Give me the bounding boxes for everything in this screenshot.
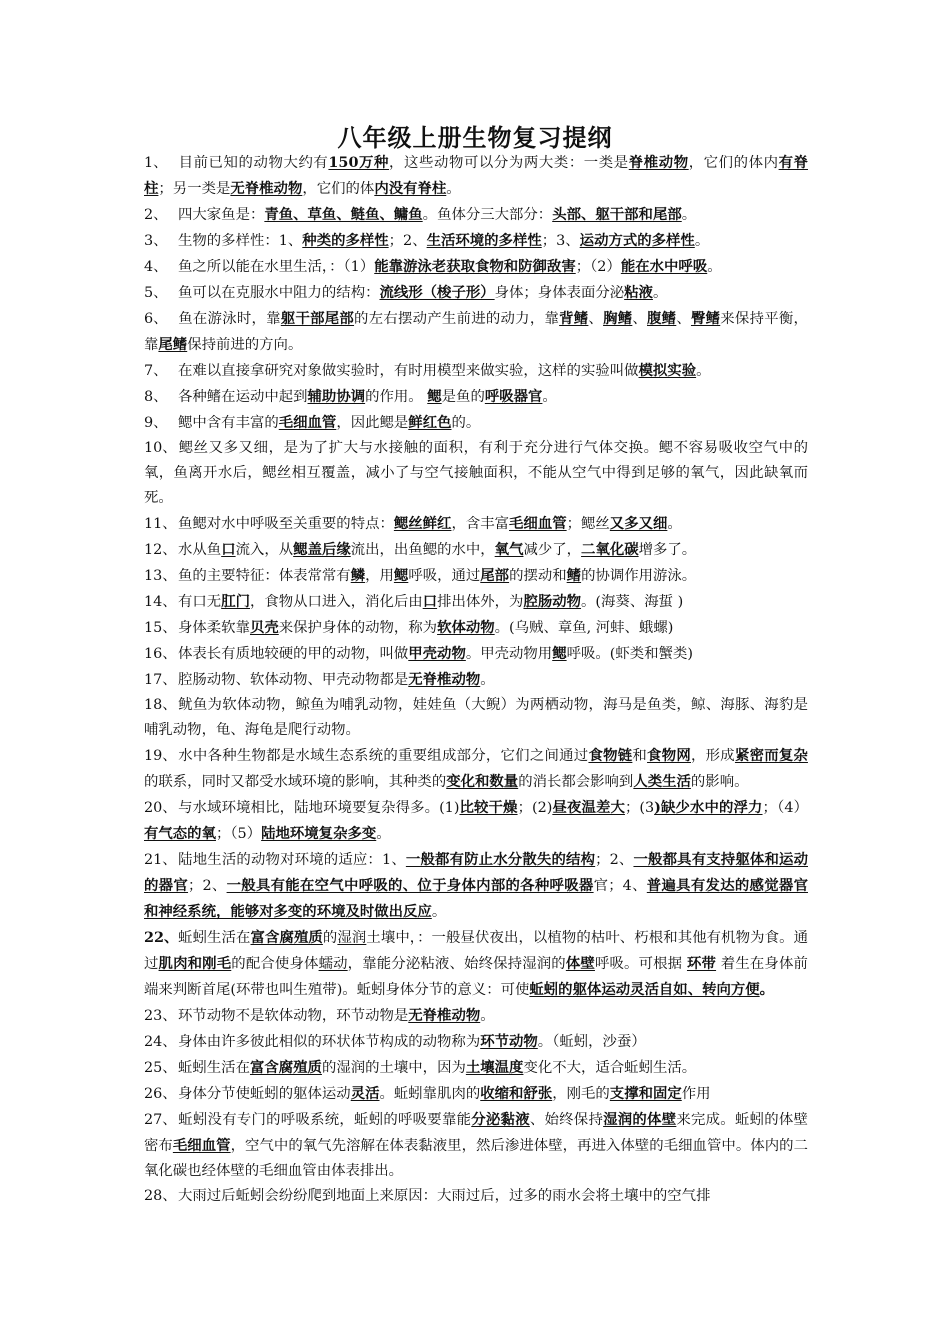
item-text: 鱿鱼为软体动物，鲸鱼为哺乳动物，娃娃鱼（大鲵）为两栖动物，海马是鱼类，鲸、海豚、海豹是哺乳动物，龟、海龟是爬行动物。 (144, 697, 808, 738)
key-term: 比较干燥 (459, 799, 518, 816)
key-term: 昼夜温差大 (552, 799, 625, 816)
key-term: 生活环境的多样性 (426, 232, 542, 249)
key-term: 一般都有防止水分散失的结构 (405, 851, 596, 868)
item-text: 各种鳍在运动中起到 (178, 389, 308, 405)
outline-item (144, 1055, 808, 1081)
key-term: 肌肉和刚毛 (158, 955, 232, 972)
item-text: ，形成 (691, 748, 735, 764)
outline-item (144, 358, 808, 384)
item-text: 流出，出鱼鳃的水中， (350, 542, 495, 558)
outline-item (144, 537, 808, 563)
key-term: 湿润的体壁 (603, 1111, 677, 1128)
item-text: 土壤中，：一般昼伏夜出，以植物的枯叶、朽根和其他有机物为食。通过 (144, 930, 808, 972)
key-term: 辅助协调 (307, 388, 366, 405)
item-text: 。 (446, 181, 461, 197)
item-number: 1、 (144, 155, 168, 171)
item-text: ；另一类是 (158, 181, 231, 197)
outline-item (144, 228, 808, 254)
item-number: 10、 (144, 440, 177, 456)
item-text: 。 (759, 981, 775, 998)
key-term: 鳞 (350, 567, 366, 584)
item-number: 15、 (144, 620, 177, 636)
item-text: 。蚯蚓靠肌肉的 (379, 1086, 481, 1102)
item-text: 和 (632, 748, 648, 764)
item-text: 身体分节使蚯蚓的躯体运动 (178, 1086, 351, 1102)
key-term: 头部、躯干部和尾部 (552, 206, 682, 223)
item-number: 13、 (144, 568, 177, 584)
key-term: 模拟实验 (638, 362, 697, 379)
key-term: 口 (422, 593, 438, 610)
item-text: 排出体外，为 (437, 594, 524, 610)
key-term: 胸鳍 (603, 310, 633, 327)
underlined-text: 湿润 (337, 930, 367, 946)
key-term: 青鱼、草鱼、鲢鱼、鳙鱼 (264, 206, 423, 223)
item-text: ；2、 (388, 233, 427, 249)
key-term: 腹鳍 (647, 310, 677, 327)
item-text: 蚯蚓生活在 (178, 930, 251, 946)
key-term: 内没有脊柱 (374, 180, 447, 197)
item-number: 23、 (144, 1008, 177, 1024)
item-text: 有口无 (178, 594, 222, 610)
outline-item (144, 847, 808, 925)
item-text: 、始终保持 (529, 1112, 604, 1128)
item-text: ，这些动物可以分为两大类：一类是 (389, 155, 629, 171)
item-text: 保持前进的方向。 (187, 337, 303, 353)
item-text: 鱼的主要特征：体表常常有 (178, 568, 351, 584)
item-text: 。 (431, 904, 447, 920)
item-text: 。(乌贼、章鱼, 河蚌、蛾螺) (494, 620, 674, 636)
item-text: 增多了。 (638, 542, 697, 558)
item-text: 呼吸，通过 (408, 568, 481, 584)
key-term: 体壁 (565, 955, 595, 972)
item-number: 4、 (144, 259, 168, 275)
item-text: 的影响。 (690, 774, 749, 790)
outline-item (144, 254, 808, 280)
item-text: ，靠能分泌粘液、始终保持湿润的 (347, 956, 566, 972)
outline-item (144, 1184, 808, 1209)
outline-item (144, 1029, 808, 1055)
key-term: 躯干部尾部 (280, 310, 355, 327)
item-text: 环节动物不是软体动物，环节动物是 (178, 1008, 409, 1024)
item-number: 20、 (144, 800, 177, 816)
key-term: 富含腐殖质 (250, 929, 323, 946)
item-text: ，刚毛的 (552, 1086, 610, 1102)
outline-item (144, 743, 808, 795)
key-term: 口 (221, 541, 236, 558)
item-text: 。 (667, 516, 682, 532)
item-text: 的。 (451, 415, 481, 431)
outline-item (144, 1081, 808, 1107)
item-text: ；(2) (517, 800, 553, 816)
item-text: 呼吸。(虾类和蟹类) (566, 646, 693, 662)
item-text: ，它们的体内 (688, 155, 779, 171)
item-text: 鱼之所以能在水里生活，：（1） (178, 259, 375, 275)
key-term: 紧密而复杂 (734, 747, 808, 764)
outline-item (144, 202, 808, 228)
key-term: 毛细血管 (509, 515, 567, 532)
key-term: 鳃盖后缘 (293, 541, 351, 558)
item-text: 减少了， (523, 542, 582, 558)
key-term: 有脊柱 (144, 154, 808, 197)
item-text: ，空气中的氧气先溶解在体表黏液里，然后渗进体壁，再进入体壁的毛细血管中。体内的二氧化碳也经体壁的毛细血管由体表排出。 (144, 1138, 808, 1179)
item-number: 6、 (144, 311, 168, 327)
item-text: 。（蚯蚓，沙蚕） (537, 1034, 646, 1050)
item-text: 。鱼体分三大部分： (422, 207, 553, 223)
key-term: 能在水中呼吸 (620, 258, 708, 275)
item-number: 28、 (144, 1188, 177, 1204)
key-term: 呼吸器官 (484, 388, 543, 405)
item-text: 是鱼的 (441, 389, 485, 405)
item-text: 大雨过后蚯蚓会纷纷爬到地面上来原因：大雨过后，过多的雨水会将土壤中的空气排 (178, 1188, 711, 1204)
item-text: 来保持平衡，靠 (144, 311, 808, 353)
item-number: 16、 (144, 646, 177, 662)
item-text: ；（5） (215, 826, 262, 842)
item-text: 四大家鱼是： (178, 207, 265, 223)
item-number: 3、 (144, 233, 168, 249)
item-text: 水从鱼 (178, 542, 222, 558)
key-term: 灵活 (350, 1085, 380, 1102)
item-number: 19、 (144, 748, 177, 764)
item-text: 腔肠动物、软体动物、甲壳动物都是 (178, 672, 409, 688)
item-text: 。 (696, 363, 711, 379)
item-text: 的协调作用游泳。 (581, 568, 697, 584)
key-term: 一般都具有支持躯体和运动的器官 (144, 851, 808, 894)
key-term: 背鳍 (559, 310, 589, 327)
key-term: 腔肠动物 (523, 593, 582, 610)
item-text: 的消长都会影响到 (518, 774, 634, 790)
item-text: 鱼可以在克服水中阻力的结构： (178, 285, 380, 301)
key-term: 贝壳 (249, 619, 279, 636)
outline-item (144, 150, 808, 202)
item-text: 身体柔软靠 (178, 620, 250, 636)
item-number: 11、 (144, 516, 177, 532)
item-text: 生物的多样性：1、 (178, 233, 303, 249)
key-term: 脊椎动物 (628, 154, 689, 171)
key-term: 又多又细 (609, 515, 668, 532)
item-text: 来保护身体的动物，称为 (278, 620, 438, 636)
underlined-text: 蠕动 (318, 956, 348, 972)
key-term: 鳃 (552, 645, 567, 662)
outline-item (144, 1003, 808, 1029)
item-text: 与水域环境相比，陆地环境要复杂得多。(1) (178, 800, 460, 816)
key-term: 一般具有能在空气中呼吸的、位于身体内部的各种呼吸器 (226, 877, 594, 894)
item-text: 的作用。 (365, 389, 428, 405)
document-title: 八年级上册生物复习提纲 (337, 123, 613, 152)
outline-item (144, 615, 808, 641)
item-text: 。 (681, 207, 697, 223)
item-text: 的摆动和 (509, 568, 567, 584)
key-term: 分泌黏液 (471, 1111, 530, 1128)
item-number: 18、 (144, 697, 177, 713)
item-number: 22、 (144, 929, 179, 946)
key-term: 无脊椎动物 (408, 1007, 481, 1024)
key-term: 富含腐殖质 (249, 1059, 322, 1076)
outline-item (144, 384, 808, 410)
key-term: 能靠游泳老获取食物和防御敌害 (374, 258, 576, 275)
key-term: 环带 (686, 955, 717, 972)
key-term: 支撑和固定 (609, 1085, 682, 1102)
item-text: 的湿润的土壤中，因为 (321, 1060, 466, 1076)
item-number: 2、 (144, 207, 168, 223)
key-term: 尾鳍 (158, 336, 188, 353)
key-term: 环节动物 (480, 1033, 538, 1050)
key-term: 无脊椎动物 (408, 671, 481, 688)
item-text: ；（2） (575, 259, 621, 275)
item-text: 陆地生活的动物对环境的适应：1、 (178, 852, 406, 868)
item-text: 。 (480, 672, 495, 688)
key-term: 150万种 (328, 154, 390, 171)
key-term: 鳃 (427, 388, 442, 405)
outline-item (144, 306, 808, 358)
outline-item (144, 280, 808, 306)
outline-item (144, 641, 808, 667)
item-text: 。 (707, 259, 722, 275)
item-text: 鱼在游泳时，靠 (178, 311, 281, 327)
item-text: 官；4、 (593, 878, 647, 894)
key-term: 流线形（梭子形） (379, 284, 495, 301)
item-number: 26、 (144, 1086, 177, 1102)
item-text: 身体由许多彼此相似的环状体节构成的动物称为 (178, 1034, 481, 1050)
item-text: 在难以直接拿研究对象做实验时，有时用模型来做实验，这样的实验叫做 (178, 363, 639, 379)
key-term: 无脊椎动物 (230, 180, 303, 197)
item-number: 5、 (144, 285, 168, 301)
item-text: ，含丰富 (451, 516, 510, 532)
item-text: 、 (632, 311, 648, 327)
outline-item (144, 589, 808, 615)
key-term: 陆地环境复杂多变 (261, 825, 377, 842)
item-text: 体表长有质地较硬的甲的动物，叫做 (178, 646, 409, 662)
item-text: 流入，从 (235, 542, 294, 558)
item-number: 17、 (144, 672, 177, 688)
key-term: 二氧化碳 (581, 541, 639, 558)
item-text: 的左右摆动产生前进的动力，靠 (354, 311, 560, 327)
key-term: 甲壳动物 (408, 645, 466, 662)
key-term: 食物链 (588, 747, 633, 764)
item-number: 25、 (144, 1060, 177, 1076)
key-term: 臀鳍 (690, 310, 721, 327)
item-text: ；2、 (595, 852, 634, 868)
outline-item (144, 795, 808, 847)
item-text: 的联系，同时又都受水域环境的影响，其种类的 (144, 774, 447, 790)
key-term: 鳃 (393, 567, 409, 584)
item-number: 8、 (144, 389, 168, 405)
key-term: 运动方式的多样性 (579, 232, 695, 249)
key-term: 土壤温度 (465, 1059, 524, 1076)
outline-item (144, 436, 808, 511)
item-text: ；（4） (762, 800, 808, 816)
outline-item (144, 667, 808, 693)
outline-item (144, 925, 808, 1003)
key-term: )缺少水中的浮力 (654, 799, 763, 816)
item-text: 。甲壳动物用 (465, 646, 553, 662)
item-number: 14、 (144, 594, 177, 610)
key-term: 种类的多样性 (302, 232, 389, 249)
item-text: 鱼鳃对水中呼吸至关重要的特点： (178, 516, 394, 532)
key-term: 鳃丝鲜红 (393, 515, 452, 532)
key-term: 软体动物 (437, 619, 495, 636)
outline-item (144, 1107, 808, 1184)
key-term: 肛门 (221, 593, 250, 610)
key-term: 粘液 (624, 284, 653, 301)
item-text: 。 (694, 233, 710, 249)
item-text: 目前已知的动物大约有 (178, 155, 329, 171)
item-text: ；鳃丝 (566, 516, 610, 532)
item-number: 12、 (144, 542, 177, 558)
item-text: 鳃中含有丰富的 (178, 415, 279, 431)
item-text: 、 (676, 311, 691, 327)
item-text: 的配合使身体 (231, 956, 319, 972)
item-text: 鳃丝又多又细，是为了扩大与水接触的面积，有利于充分进行气体交换。鳃不容易吸收空气中的氧，鱼离开水后，鳃丝相互覆盖，减小了与空气接触面积，不能从空气中得到足够的氧气，因此缺氧而死。 (144, 440, 808, 506)
item-text: 。 (542, 389, 557, 405)
item-text: 。 (376, 826, 391, 842)
item-text: 变化不大，适合蚯蚓生活。 (523, 1060, 697, 1076)
item-text: 水中各种生物都是水域生态系统的重要组成部分，它们之间通过 (178, 748, 589, 764)
item-number: 27、 (144, 1112, 177, 1128)
key-term: 氧气 (494, 541, 524, 558)
key-term: 食物网 (647, 747, 691, 764)
outline-list (144, 150, 808, 1209)
outline-item (144, 410, 808, 436)
item-text: ，它们的体 (302, 181, 375, 197)
item-number: 21、 (144, 852, 177, 868)
key-term: 蚯蚓的躯体运动灵活自如、转向方便 (529, 981, 760, 998)
item-text: ，因此鳃是 (336, 415, 409, 431)
item-text: 、 (588, 311, 604, 327)
key-term: 毛细血管 (278, 414, 337, 431)
item-text: ，用 (365, 568, 394, 584)
item-number: 24、 (144, 1034, 177, 1050)
item-text: 身体；身体表面分泌 (494, 285, 625, 301)
item-number: 7、 (144, 363, 168, 379)
item-text: 作用 (681, 1086, 711, 1102)
key-term: 尾部 (480, 567, 510, 584)
item-text: 蚯蚓生活在 (178, 1060, 250, 1076)
item-text: ；2、 (188, 878, 227, 894)
key-term: 鲜红色 (408, 414, 452, 431)
key-term: 普遍具有发达的感觉器官和神经系统，能够对多变的环境及时做出反应 (144, 877, 808, 920)
item-text: 来完成。蚯蚓的体壁密布 (144, 1112, 808, 1154)
key-term: 鳍 (566, 567, 582, 584)
item-text: 。 (480, 1008, 495, 1024)
item-text: ，食物从口进入，消化后由 (249, 594, 423, 610)
outline-item (144, 511, 808, 537)
item-text: ；3、 (541, 233, 580, 249)
item-text: ；(3 (624, 800, 655, 816)
key-term: 变化和数量 (446, 773, 519, 790)
item-text: 着生在身体前端来判断首尾(环带也叫生殖带)。蚯蚓身体分节的意义：可使 (144, 956, 808, 998)
outline-item (144, 693, 808, 743)
item-text: 的 (322, 930, 338, 946)
key-term: 人类生活 (633, 773, 691, 790)
key-term: 毛细血管 (172, 1137, 231, 1154)
key-term: 收缩和舒张 (480, 1085, 553, 1102)
item-text: 。(海葵、海蜇 ) (581, 594, 684, 610)
item-number: 9、 (144, 415, 168, 431)
item-text: 。 (652, 285, 668, 301)
item-text: 呼吸。可根据 (594, 956, 687, 972)
item-text: 蚯蚓没有专门的呼吸系统，蚯蚓的呼吸要靠能 (178, 1112, 472, 1128)
key-term: 有气态的氧 (144, 825, 216, 842)
outline-item (144, 563, 808, 589)
